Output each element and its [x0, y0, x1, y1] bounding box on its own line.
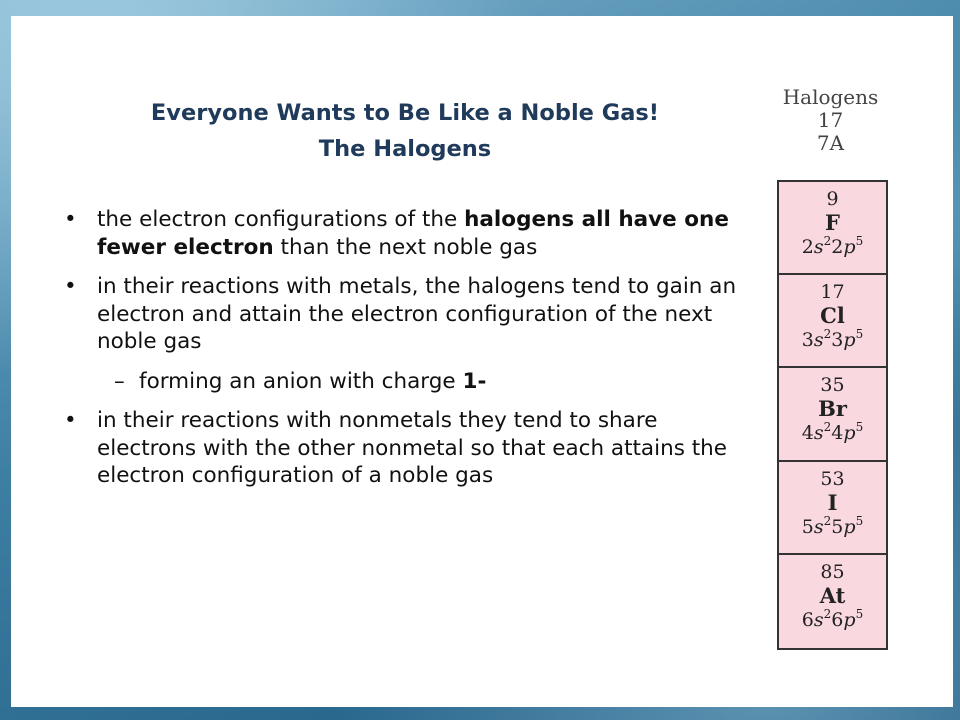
bullet-text-post: than the next noble gas	[273, 234, 538, 260]
sub-bullet-item	[60, 368, 740, 396]
halogen-column	[777, 180, 888, 650]
title-line-1: Everyone Wants to Be Like a Noble Gas!	[150, 100, 660, 126]
group-label: 7A	[816, 131, 845, 155]
bullet-item-2	[60, 273, 740, 356]
slide-title	[100, 95, 710, 167]
sub-bullet-text-bold: 1-	[462, 368, 487, 394]
electron-configuration: $3s^23p^5$	[801, 327, 864, 352]
electron-configuration: $4s^24p^5$	[801, 420, 864, 445]
atomic-number: 17	[820, 281, 845, 304]
sub-bullet-text-pre: forming an anion with charge	[139, 368, 463, 394]
title-line-2: The Halogens	[318, 136, 492, 162]
group-number: 17	[817, 108, 844, 132]
atomic-number: 35	[820, 374, 845, 397]
electron-configuration: $6s^26p^5$	[801, 606, 864, 631]
element-symbol: Cl	[820, 303, 845, 329]
bullet-text-bold: halogens all have one fewer electron	[97, 207, 729, 260]
element-symbol: I	[827, 489, 838, 515]
bullet-marker: •	[64, 274, 77, 299]
group-name: Halogens	[782, 85, 879, 109]
element-symbol: F	[825, 210, 840, 235]
bullet-list	[60, 206, 740, 502]
electron-configuration: $2s^22p^5$	[801, 234, 864, 258]
atomic-number: 53	[820, 467, 845, 490]
group-header	[760, 86, 901, 155]
bullet-item-1	[60, 206, 740, 261]
electron-configuration: $5s^25p^5$	[801, 513, 864, 538]
element-cell-bromine	[779, 368, 886, 461]
element-cell-fluorine	[779, 182, 886, 275]
sub-bullet-marker: –	[114, 368, 125, 394]
bullet-text: in their reactions with metals, the halogens tend to gain an electron and attain the electron configuration of the next noble gas	[97, 274, 737, 354]
bullet-marker: •	[64, 207, 77, 232]
bullet-text-pre: the electron configurations of the	[97, 207, 465, 232]
element-symbol: Br	[818, 396, 847, 422]
bullet-item-3	[60, 407, 740, 490]
element-cell-iodine	[779, 462, 886, 555]
bullet-text: in their reactions with nonmetals they tend to share electrons with the other nonmetal so that each attains the electron configuration of a noble gas	[97, 408, 728, 488]
element-cell-chlorine	[779, 275, 886, 368]
element-symbol: At	[819, 582, 846, 608]
atomic-number: 9	[826, 188, 839, 210]
bullet-marker: •	[64, 408, 77, 433]
atomic-number: 85	[820, 560, 845, 583]
element-cell-astatine	[779, 555, 886, 648]
